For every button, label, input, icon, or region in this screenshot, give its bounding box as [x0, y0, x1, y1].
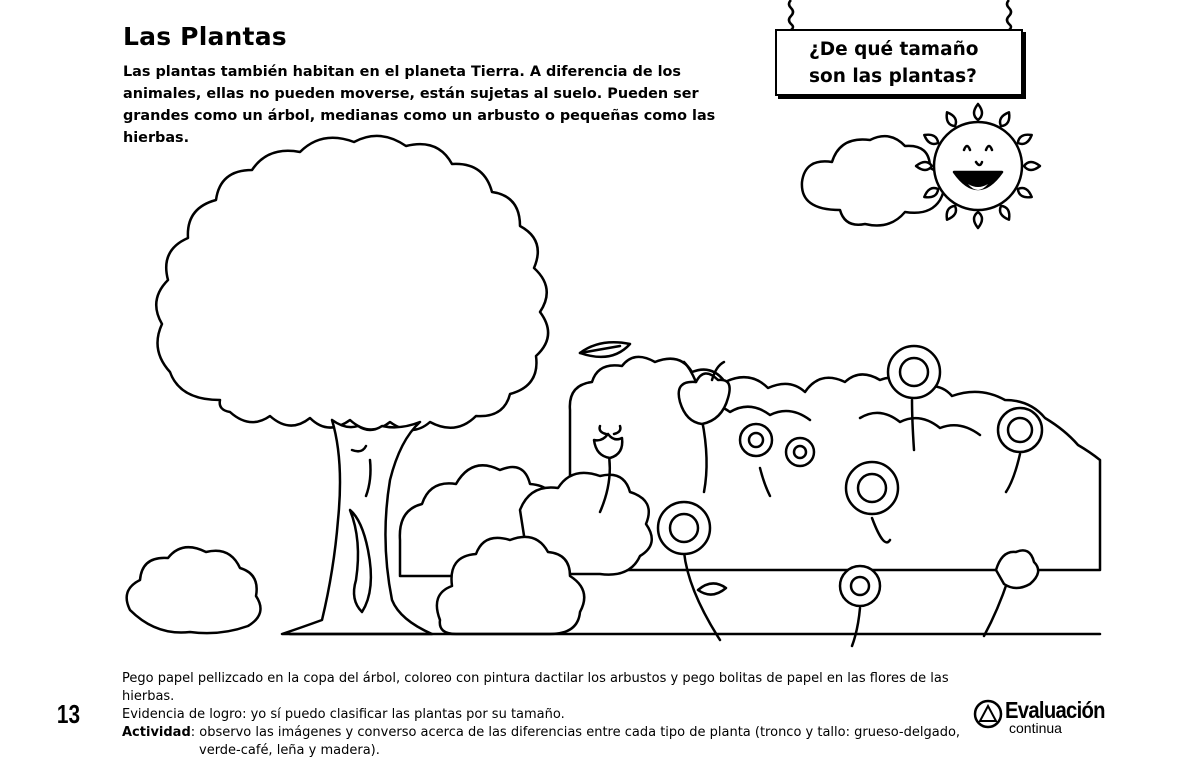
- smiling-sun: [916, 104, 1040, 228]
- activity-line: [122, 724, 1002, 742]
- page-number: 13: [56, 699, 81, 729]
- plants-illustration: [100, 100, 1177, 655]
- intro-paragraph: Las plantas también habitan en el planeta Tierra. A diferencia de los animales, ellas no pueden moverse, están sujetas al suelo. Pueden ser grandes como un árbol, medianas como un arbusto o pequeñas como las hierbas.: [123, 64, 716, 146]
- bush-left: [127, 547, 261, 633]
- logo-title: Evaluación: [1005, 697, 1105, 723]
- activity-text-continued: verde-café, leña y madera).: [199, 743, 380, 758]
- evidence-text: Evidencia de logro: yo sí puedo clasificar las plantas por su tamaño.: [122, 707, 565, 722]
- footer-instructions: [122, 670, 1002, 760]
- activity-text: : observo las imágenes y converso acerca de las diferencias entre cada tipo de planta (tronco y tallo: grueso-delgado,: [190, 725, 961, 740]
- evaluation-icon: [973, 699, 1003, 729]
- cloud: [802, 136, 944, 225]
- instructions-text: Pego papel pellizcado en la copa del árbol, coloreo con pintura dactilar los arbustos y pego bolitas de papel en las flores de las hierbas.: [122, 671, 949, 704]
- page-title: Las Plantas: [123, 22, 287, 51]
- activity-label: Actividad: [122, 725, 191, 740]
- question-sign: [775, 29, 1023, 96]
- sign-question: ¿De qué tamaño son las plantas?: [809, 38, 979, 87]
- evaluacion-continua-logo: [973, 697, 1113, 741]
- logo-subtitle: continua: [1009, 720, 1062, 736]
- sign-rope-right: [1005, 0, 1013, 30]
- sign-rope-left: [787, 0, 795, 30]
- tree-canopy: [156, 136, 548, 430]
